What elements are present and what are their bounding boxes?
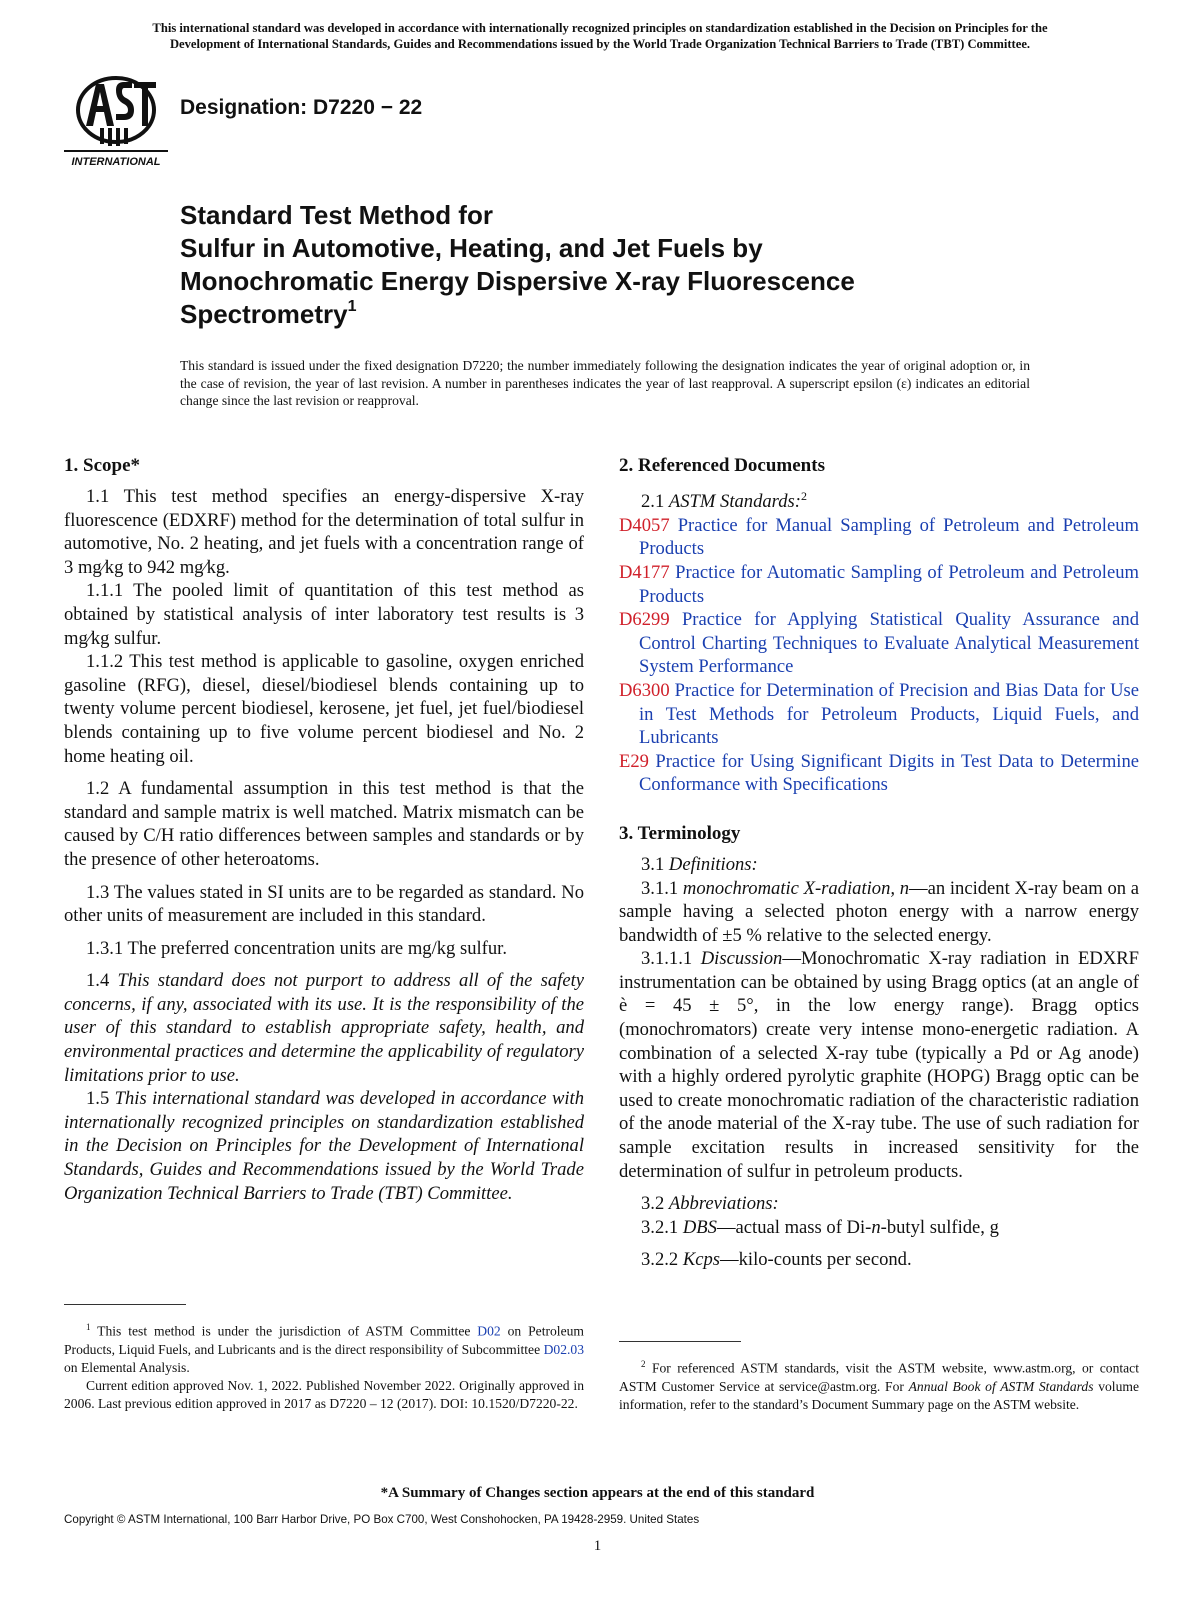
title-line-4: Spectrometry [180,299,348,329]
astm-logo [64,70,168,170]
reference-code-link[interactable]: E29 [619,750,649,772]
para-1-4-text: This standard does not purport to address all of the safety concerns, if any, associated with its use. It is the responsibility of the user of this standard to establish appropriate safety, health, and environmental practices and determine the applicability of regulatory limitations prior to use. [64,970,584,1086]
abbreviations-label [619,1192,1139,1216]
reference-code-link[interactable]: D4177 [619,561,670,583]
document-title [180,199,1080,331]
term-3-1-1-1-term: Discussion [700,948,783,970]
footnote-1 [64,1318,584,1414]
footnote-rule-right [619,1341,741,1342]
abbr-3-2-2-text: —kilo-counts per second. [720,1249,912,1271]
logo-text: INTERNATIONAL [71,156,161,168]
reference-item [619,514,1139,561]
abbr-3-2-1-text-a: —actual mass of Di- [716,1216,872,1238]
subcommittee-link[interactable]: D02.03 [543,1341,584,1357]
banner-line-2: Development of International Standards, Guides and Recommendations issued by the World Trade Organization Technical Barriers to Trade (TBT) Committee. [169,37,1031,51]
title-line-1: Standard Test Method for [180,200,493,230]
copyright: Copyright © ASTM International, 100 Barr Harbor Drive, PO Box C700, West Conshohocken, PA 19428-2959. United States [64,1513,700,1526]
footnote-2-italic: Annual Book of ASTM Standards [908,1378,1094,1394]
para-1-3-1: 1.3.1 The preferred concentration units are mg/kg sulfur. [86,937,507,959]
reference-item [619,561,1139,608]
para-1-3: 1.3 The values stated in SI units are to be regarded as standard. No other units of measurement are included in this standard. [64,881,584,927]
definitions-label [619,853,1139,877]
reference-item [619,679,1139,750]
abbr-3-2-1-text-n: n [871,1216,881,1238]
para-1-4-number: 1.4 [86,970,118,992]
para-1-5 [64,1087,584,1205]
astm-standards-label [619,485,1139,514]
para-1-4 [64,969,584,1087]
term-3-1-1-definition: —an incident X-ray beam on a sample having a selected photon energy with a narrow energy bandwidth of ±5 % relative to the selected energy. [619,877,1139,946]
footnote-2-text-b: volume information, refer to the standard’s Document Summary page on the ASTM website. [619,1378,1139,1412]
issued-note: This standard is issued under the fixed designation D7220; the number immediately following the designation indicates the year of original adoption or, in the case of revision, the year of last revision. A number in parentheses indicates the year of last reapproval. A superscript epsilon (ε) indicates an editorial change since the last revision or reapproval. [180,358,1030,409]
para-1-2: 1.2 A fundamental assumption in this test method is that the standard and sample matrix is well matched. Matrix mismatch can be caused by C/H ratio differences between samples and standards or by the presence of other heteroatoms. [64,778,584,870]
reference-code-link[interactable]: D6300 [619,679,670,701]
term-3-1-1-term: monochromatic X-radiation, n [682,877,910,899]
term-3-1-1-1-number: 3.1.1.1 [641,948,701,970]
term-3-1-1-1-text: —Monochromatic X-ray radiation in EDXRF instrumentation can be obtained by using Bragg optics (at an angle of è = 45 ± 5°, in the low energy range). Bragg optics (monochromators) create very intense mono-energetic radiation. A combination of a selected X-ray tube (typically a Pd or Ag anode) with a highly ordered pyrolytic graphite (HOPG) Bragg optic can be used to create monochromatic radiation of the characteristic radiation of the anode material of the X-ray tube. The use of such radiation for sample excitation results in increased sensitivity for the determination of sulfur in petroleum products. [619,948,1139,1182]
astm-standards-number: 2.1 [641,491,669,513]
reference-code-link[interactable]: D4057 [619,514,670,536]
definitions-number: 3.1 [641,853,669,875]
footnote-2-mark: 2 [641,1359,646,1369]
abbr-3-2-2 [619,1248,1139,1272]
reference-list [619,514,1139,797]
scope-heading: 1. Scope* [64,455,140,476]
footnote-1-text-c: on Elemental Analysis. [64,1359,190,1375]
para-1-1-2: 1.1.2 This test method is applicable to gasoline, oxygen enriched gasoline (RFG), diesel, diesel/biodiesel blends containing up to twenty volume percent biodiesel, kerosene, jet fuel, jet fuel/biodiesel blends containing up to five volume percent biodiesel and No. 2 home heating oil. [64,651,584,767]
page-number: 1 [593,1538,602,1554]
abbr-3-2-1 [619,1216,1139,1240]
refdocs-heading: 2. Referenced Documents [619,455,825,476]
footnote-1-text-b: on Petroleum Products, Liquid Fuels, and Lubricants and is the direct responsibility of Subcommittee [64,1323,584,1357]
banner-line-1: This international standard was developed in accordance with internationally recognized principles on standardization established in the Decision on Principles for the [152,21,1048,35]
abbreviations-number: 3.2 [641,1193,669,1215]
footnote-1-mark: 1 [86,1322,91,1332]
reference-item [619,750,1139,797]
tbt-banner [60,20,1140,52]
term-3-1-1-1 [619,947,1139,1183]
title-line-2: Sulfur in Automotive, Heating, and Jet Fuels by [180,233,763,263]
abbr-3-2-1-text-b: -butyl sulfide, g [880,1216,999,1238]
reference-title-link[interactable]: Practice for Applying Statistical Quality Assurance and Control Charting Techniques to Evaluate Analytical Measurement System Performance [639,609,1139,678]
title-footnote-mark: 1 [347,298,357,315]
para-1-1-1: 1.1.1 The pooled limit of quantitation of this test method as obtained by statistical analysis of inter laboratory test results is 3 mg⁄kg sulfur. [64,580,584,649]
para-1-1: 1.1 This test method specifies an energy-dispersive X-ray fluorescence (EDXRF) method for the determination of total sulfur in automotive, No. 2 heating, and jet fuels with a concentration range of 3 mg⁄kg to 942 mg⁄kg. [64,486,584,578]
terminology-heading: 3. Terminology [619,822,741,844]
reference-title-link[interactable]: Practice for Automatic Sampling of Petroleum and Petroleum Products [639,561,1139,607]
abbr-3-2-1-term: DBS [682,1216,717,1238]
term-3-1-1 [619,877,1139,948]
reference-title-link[interactable]: Practice for Determination of Precision and Bias Data for Use in Test Methods for Petroleum Products, Liquid Fuels, and Lubricants [639,679,1139,749]
astm-standards-footnote-mark: 2 [800,489,807,503]
abbreviations-text: Abbreviations: [668,1193,779,1215]
astm-standards-text: ASTM Standards: [668,491,801,513]
term-3-1-1-number: 3.1.1 [641,877,683,899]
title-line-3: Monochromatic Energy Dispersive X-ray Fluorescence [180,266,855,296]
abbr-3-2-2-term: Kcps [682,1249,721,1271]
abbr-3-2-2-number: 3.2.2 [641,1249,683,1271]
summary-of-changes-note: *A Summary of Changes section appears at the end of this standard [380,1485,815,1501]
left-column [64,454,584,1205]
definitions-text: Definitions: [668,853,758,875]
footnote-2 [619,1355,1139,1414]
reference-title-link[interactable]: Practice for Using Significant Digits in Test Data to Determine Conformance with Specifications [639,750,1139,796]
footnote-1-edition: Current edition approved Nov. 1, 2022. Published November 2022. Originally approved in 2006. Last previous edition approved in 2017 as D7220 – 12 (2017). DOI: 10.1520/D7220-22. [64,1378,584,1412]
reference-item [619,608,1139,679]
para-1-5-text: This international standard was developed in accordance with internationally recognized principles on standardization established in the Decision on Principles for the Development of International Standards, Guides and Recommendations issued by the World Trade Organization Technical Barriers to Trade (TBT) Committee. [64,1088,585,1204]
abbr-3-2-1-number: 3.2.1 [641,1216,683,1238]
committee-link[interactable]: D02 [477,1323,501,1339]
reference-code-link[interactable]: D6299 [619,609,670,631]
footnote-2-text-a: For referenced ASTM standards, visit the ASTM website, www.astm.org, or contact ASTM Customer Service at service@astm.org. For [619,1360,1139,1394]
footnote-rule-left [64,1304,186,1305]
footnote-1-text-a: This test method is under the jurisdiction of ASTM Committee [97,1323,478,1339]
designation: Designation: D7220 − 22 [180,96,423,119]
para-1-5-number: 1.5 [86,1088,115,1110]
reference-title-link[interactable]: Practice for Manual Sampling of Petroleum and Petroleum Products [639,514,1139,560]
right-column [619,454,1139,1272]
